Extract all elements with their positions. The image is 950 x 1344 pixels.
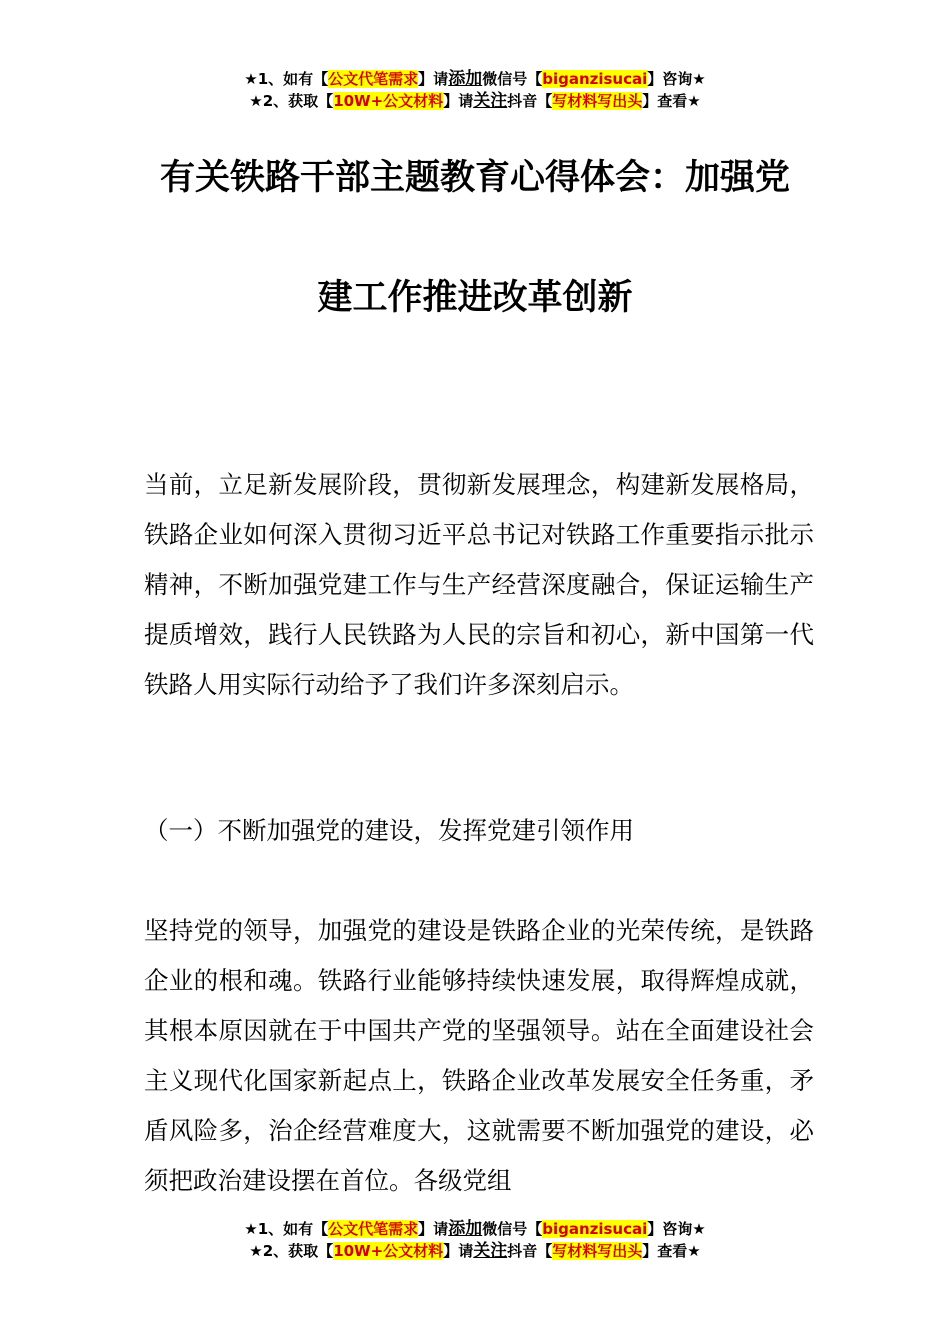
banner-line-2 [0, 1240, 950, 1262]
paragraph-party-building: 坚持党的领导，加强党的建设是铁路企业的光荣传统，是铁路企业的根和魂。铁路行业能够持续快速发展，取得辉煌成就，其根本原因就在于中国共产党的坚强领导。站在全面建设社会主义现代化国家新起点上，铁路企业改革发展安全任务重，矛盾风险多，治企经营难度大，这就需要不断加强党的建设，必须把政治建设摆在首位。各级党组 [144, 916, 814, 1195]
paragraph-intro: 当前，立足新发展阶段，贯彻新发展理念，构建新发展格局，铁路企业如何深入贯彻习近平总书记对铁路工作重要指示批示精神，不断加强党建工作与生产经营深度融合，保证运输生产提质增效，践行人民铁路为人民的宗旨和初心，新中国第一代铁路人用实际行动给予了我们许多深刻启示。 [144, 470, 814, 699]
banner-text: 】请 [418, 70, 449, 88]
highlight-douyin-id: 写材料写出头 [552, 1242, 643, 1260]
highlight-douyin-id: 写材料写出头 [552, 92, 643, 110]
banner-text: 】请 [443, 92, 474, 110]
highlight-service: 公文代笔需求 [328, 1220, 419, 1238]
banner-text: 】查看★ [642, 92, 701, 110]
document-title-line-1: 有关铁路干部主题教育心得体会：加强党 [159, 158, 790, 198]
highlight-materials: 10W+公文材料 [333, 92, 444, 110]
banner-emphasis: 关注 [473, 1241, 508, 1261]
banner-line-2 [0, 90, 950, 112]
banner-text: 】请 [418, 1220, 449, 1238]
document-title-line-2: 建工作推进改革创新 [317, 278, 633, 318]
banner-text: 抖音【 [507, 1242, 553, 1260]
highlight-wechat-id: biganzisucai [542, 1220, 648, 1238]
banner-text: 】查看★ [642, 1242, 701, 1260]
banner-line-1 [0, 68, 950, 90]
banner-text: ★1、如有【 [244, 1220, 329, 1238]
banner-emphasis: 关注 [473, 91, 508, 111]
banner-text: ★2、获取【 [249, 1242, 334, 1260]
banner-text: 】咨询★ [647, 1220, 706, 1238]
banner-text: 微信号【 [482, 1220, 543, 1238]
highlight-service: 公文代笔需求 [328, 70, 419, 88]
banner-text: ★2、获取【 [249, 92, 334, 110]
highlight-wechat-id: biganzisucai [542, 70, 648, 88]
banner-text: ★1、如有【 [244, 70, 329, 88]
highlight-materials: 10W+公文材料 [333, 1242, 444, 1260]
banner-text: 】咨询★ [647, 70, 706, 88]
footer-banner [0, 1218, 950, 1262]
banner-line-1 [0, 1218, 950, 1240]
section-heading-1: （一）不断加强党的建设，发挥党建引领作用 [144, 816, 634, 845]
banner-emphasis: 添加 [448, 69, 483, 89]
header-banner [0, 68, 950, 112]
banner-emphasis: 添加 [448, 1219, 483, 1239]
banner-text: 微信号【 [482, 70, 543, 88]
banner-text: 】请 [443, 1242, 474, 1260]
banner-text: 抖音【 [507, 92, 553, 110]
